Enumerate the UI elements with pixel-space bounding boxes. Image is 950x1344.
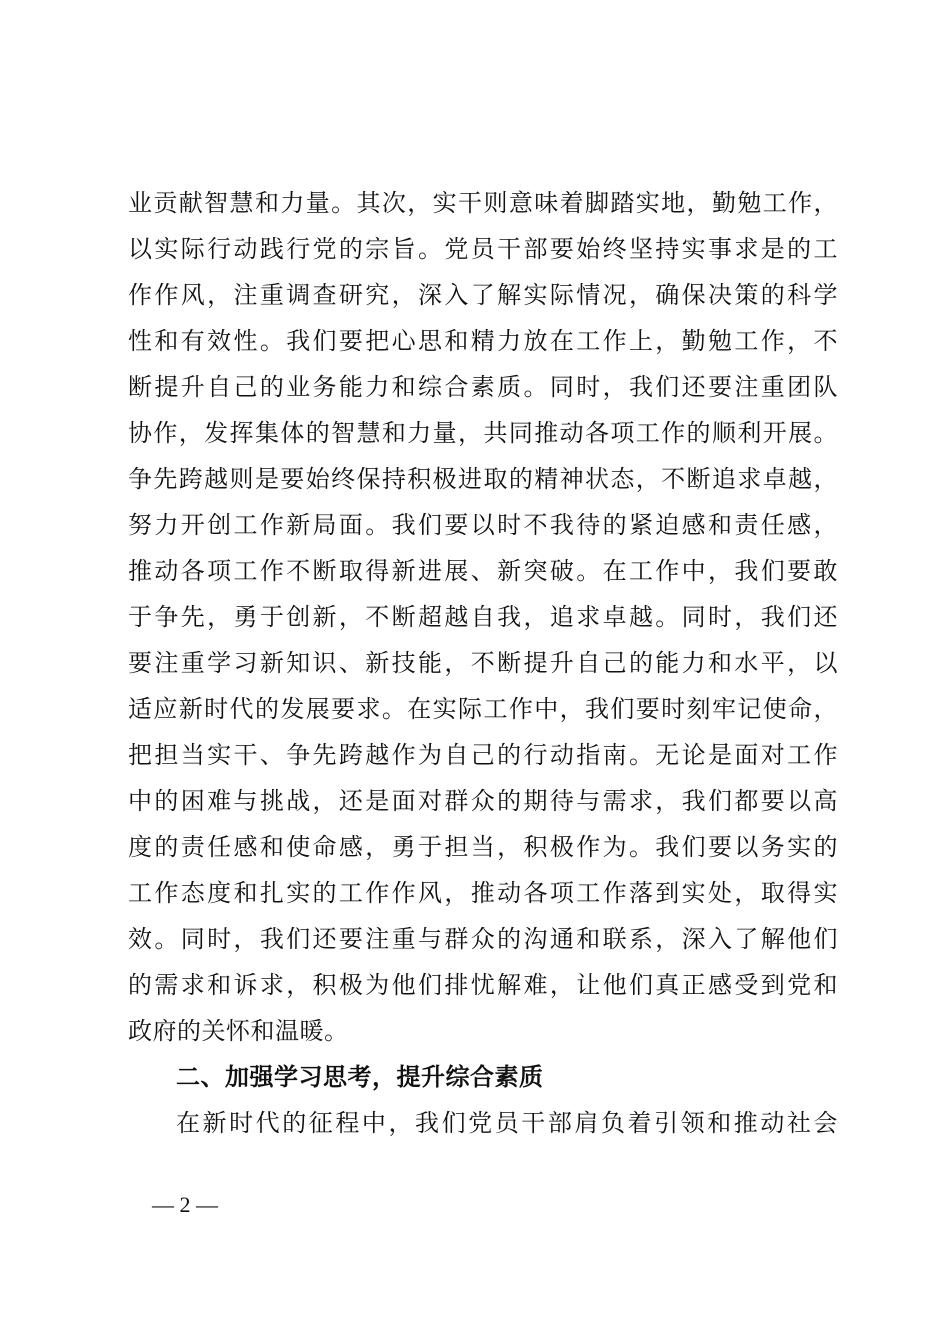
body-line: 断提升自己的业务能力和综合素质。同时，我们还要注重团队 (128, 373, 838, 401)
body-line: 推动各项工作不断取得新进展、新突破。在工作中，我们要敢 (128, 557, 838, 585)
body-line: 中的困难与挑战，还是面对群众的期待与需求，我们都要以高 (128, 787, 838, 815)
body-line-paragraph-end: 政府的关怀和温暖。 (128, 1017, 349, 1045)
document-body (128, 180, 838, 1146)
body-line: 工作态度和扎实的工作作风，推动各项工作落到实处，取得实 (128, 879, 838, 907)
body-line: 争先跨越则是要始终保持积极进取的精神状态，不断追求卓越， (128, 465, 838, 493)
body-line: 以实际行动践行党的宗旨。党员干部要始终坚持实事求是的工 (128, 235, 838, 263)
body-line: 业贡献智慧和力量。其次，实干则意味着脚踏实地，勤勉工作， (128, 189, 838, 217)
paragraph-first-line: 在新时代的征程中，我们党员干部肩负着引领和推动社会 (176, 1109, 838, 1137)
body-line: 于争先，勇于创新，不断超越自我，追求卓越。同时，我们还 (128, 603, 838, 631)
body-line: 度的责任感和使命感，勇于担当，积极作为。我们要以务实的 (128, 833, 838, 861)
body-line: 性和有效性。我们要把心思和精力放在工作上，勤勉工作，不 (128, 327, 838, 355)
body-line: 把担当实干、争先跨越作为自己的行动指南。无论是面对工作 (128, 741, 838, 769)
section-heading: 二、加强学习思考，提升综合素质 (176, 1063, 544, 1091)
page-number: — 2 — (152, 1192, 218, 1217)
body-line: 作作风，注重调查研究，深入了解实际情况，确保决策的科学 (128, 281, 838, 309)
body-line: 协作，发挥集体的智慧和力量，共同推动各项工作的顺利开展。 (128, 419, 838, 447)
body-line: 适应新时代的发展要求。在实际工作中，我们要时刻牢记使命， (128, 695, 838, 723)
body-line: 要注重学习新知识、新技能，不断提升自己的能力和水平，以 (128, 649, 838, 677)
body-line: 效。同时，我们还要注重与群众的沟通和联系，深入了解他们 (128, 925, 838, 953)
body-line: 努力开创工作新局面。我们要以时不我待的紧迫感和责任感， (128, 511, 838, 539)
body-line: 的需求和诉求，积极为他们排忧解难，让他们真正感受到党和 (128, 971, 838, 999)
